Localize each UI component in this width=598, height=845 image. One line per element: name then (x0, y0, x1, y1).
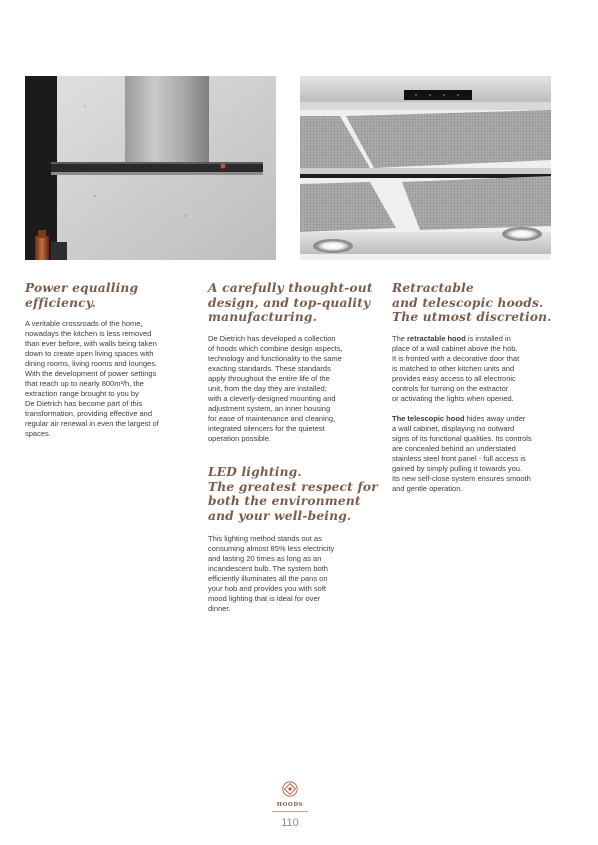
design-manufacturing-heading (208, 281, 378, 325)
cooker-hood-illustration (25, 76, 276, 260)
text-line: De Dietrich has become part of this (25, 399, 143, 408)
paragraph-spacer (392, 404, 562, 414)
heading-line: LED lighting. (208, 465, 302, 479)
text-line: with a cleverly-designed mounting and (208, 394, 336, 403)
heading-line: both the environment (208, 494, 361, 508)
heading-line: The greatest respect for (208, 479, 378, 494)
de-dietrich-logo-icon (282, 781, 298, 797)
text-line: down to create open living spaces with (25, 349, 154, 358)
telescopic-hood-illustration (300, 76, 551, 260)
text-line: are concealed behind an understated (392, 444, 516, 453)
text-line: is matched to other kitchen units and (392, 364, 515, 373)
text-fragment: hides away under (464, 414, 526, 423)
heading-line: Power equalling (25, 281, 139, 295)
retractable-hoods-text (392, 334, 562, 494)
design-manufacturing-text (208, 334, 378, 444)
heading-line: Retractable (392, 281, 474, 295)
text-line: than ever before, with walls being taken (25, 339, 157, 348)
footer-divider (272, 811, 308, 812)
text-line: extraction range brought to you by (25, 389, 139, 398)
text-line: operation possible. (208, 434, 271, 443)
text-line: transformation, providing effective and (25, 409, 153, 418)
heading-line: A carefully thought-out (208, 281, 373, 295)
text-line: technology and functionality to the same (208, 354, 342, 363)
retractable-hood-term: retractable hood (407, 334, 466, 343)
text-line: or activating the lights when opened. (392, 394, 514, 403)
cooker-hood-photo (25, 76, 276, 260)
text-line: dining rooms, living rooms and lounges. (25, 359, 158, 368)
text-line: of hoods which combine design aspects, (208, 344, 343, 353)
text-line: nowadays the kitchen is less removed (25, 329, 152, 338)
text-line: regular air renewal in even the largest of (25, 419, 159, 428)
text-line: that reach up to nearly 800m³/h, the (25, 379, 144, 388)
heading-line: and your well-being. (208, 508, 352, 523)
text-line: exacting standards. These standards (208, 364, 331, 373)
text-fragment: is installed in (465, 334, 511, 343)
text-line: unit, from the day they are installed; (208, 384, 327, 393)
telescopic-hood-term: The telescopic hood (392, 414, 465, 423)
text-line: your hob and provides you with soft (208, 584, 326, 593)
text-line: and lasting 20 times as long as an (208, 554, 322, 563)
text-line: apply throughout the entire life of the (208, 374, 330, 383)
retractable-hoods-heading (392, 281, 562, 325)
heading-line: and telescopic hoods. (392, 295, 544, 310)
text-line: controls for turning on the extractor (392, 384, 509, 393)
led-lighting-text (208, 534, 378, 614)
text-line (392, 414, 562, 424)
power-efficiency-heading (25, 281, 195, 310)
text-line: place of a wall cabinet above the hob. (392, 344, 518, 353)
heading-line: manufacturing. (208, 310, 318, 324)
text-line: incandescent bulb. The system both (208, 564, 328, 573)
text-line: A veritable crossroads of the home, (25, 319, 143, 328)
text-line (392, 334, 562, 344)
text-line: De Dietrich has developed a collection (208, 334, 336, 343)
text-fragment: The (392, 334, 408, 343)
text-line: stainless steel front panel - full access is (392, 454, 526, 463)
text-line: With the development of power settings (25, 369, 157, 378)
text-line: It is fronted with a decorative door that (392, 354, 520, 363)
text-line: Its new self-close system ensures smooth (392, 474, 531, 483)
text-line: and gentle operation. (392, 484, 463, 493)
text-line: adjustment system, an inner housing (208, 404, 331, 413)
text-line: spaces. (25, 429, 51, 438)
led-lighting-heading (208, 465, 378, 523)
heading-line: The utmost discretion. (392, 310, 552, 324)
text-line: for ease of maintenance and cleaning, (208, 414, 336, 423)
page-number: 110 (281, 817, 299, 829)
text-line: efficiently illuminates all the pans on (208, 574, 328, 583)
text-line: consuming almost 85% less electricity (208, 544, 335, 553)
text-line: integrated silencers for the quietest (208, 424, 325, 433)
text-line: a wall cabinet, displaying no outward (392, 424, 515, 433)
text-line: mood lighting that is ideal for over (208, 594, 321, 603)
section-label: HOODS (276, 802, 304, 808)
telescopic-hood-photo (300, 76, 551, 260)
text-line: provides easy access to all electronic (392, 374, 516, 383)
text-line: dinner. (208, 604, 231, 613)
text-line: signs of its functional qualities. Its controls (392, 434, 532, 443)
power-efficiency-text (25, 319, 195, 439)
text-line: This lighting method stands out as (208, 534, 322, 543)
heading-line: efficiency. (25, 295, 97, 310)
heading-line: design, and top-quality (208, 295, 371, 310)
text-line: gained by simply pulling it towards you. (392, 464, 523, 473)
